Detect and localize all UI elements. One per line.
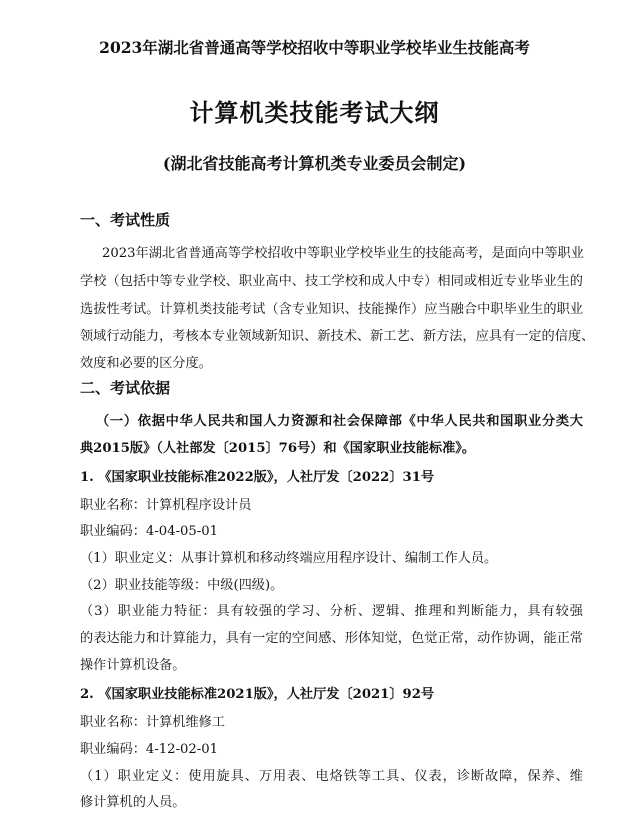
- paragraph-line: 2023年湖北省普通高等学校招收中等职业学校毕业生的技能高考，是面向中等职业: [102, 246, 584, 261]
- occupation-name: 职业名称：计算机维修工: [80, 715, 226, 730]
- occupation-code: 职业编码：4-04-05-01: [80, 524, 219, 539]
- section-heading-2: 二、考试依据: [80, 379, 171, 397]
- occupation-name: 职业名称：计算机程序设计员: [80, 498, 252, 513]
- standard-heading-1: 1. 《国家职业技能标准2022版》，人社厅发〔2022〕31号: [80, 470, 435, 485]
- ability-line: 操作计算机设备。: [80, 658, 186, 673]
- paragraph-line: 效度和必要的区分度。: [80, 356, 212, 371]
- standard-heading-2: 2. 《国家职业技能标准2021版》，人社厅发〔2021〕92号: [80, 687, 435, 702]
- occupation-code: 职业编码：4-12-02-01: [80, 742, 219, 757]
- section-heading-1: 一、考试性质: [80, 211, 171, 229]
- paragraph-line: 领域行动能力，考核本专业领域新知识、新技术、新工艺、新方法，应具有一定的信度、: [80, 329, 595, 344]
- document-subtitle: (湖北省技能高考计算机类专业委员会制定): [162, 154, 467, 173]
- basis-line: （一）依据中华人民共和国人力资源和社会保障部《中华人民共和国职业分类大: [96, 414, 583, 429]
- skill-level: （2）职业技能等级：中级(四级)。: [80, 578, 284, 593]
- document-title: 计算机类技能考试大纲: [189, 98, 440, 127]
- header-top-title: 2023年湖北省普通高等学校招收中等职业学校毕业生技能高考: [99, 38, 530, 57]
- paragraph-line: 选拔性考试。计算机类技能考试（含专业知识、技能操作）应当融合中职毕业生的职业: [80, 302, 583, 317]
- paragraph-line: 学校（包括中等专业学校、职业高中、技工学校和成人中专）相同或相近专业毕业生的: [80, 274, 583, 289]
- occupation-definition-line: （1）职业定义：使用旋具、万用表、电烙铁等工具、仪表，诊断故障，保养、维: [80, 769, 583, 784]
- ability-line: 的表达能力和计算能力，具有一定的空间感、形体知觉，色觉正常，动作协调，能正常: [80, 631, 583, 646]
- basis-line: 典2015版》（人社部发〔2015〕76号）和《国家职业技能标准》。: [80, 441, 476, 456]
- ability-line: （3）职业能力特征：具有较强的学习、分析、逻辑、推理和判断能力，具有较强: [80, 604, 583, 619]
- occupation-definition: （1）职业定义：从事计算机和移动终端应用程序设计、编制工作人员。: [80, 551, 498, 566]
- occupation-definition-line: 修计算机的人员。: [80, 795, 186, 810]
